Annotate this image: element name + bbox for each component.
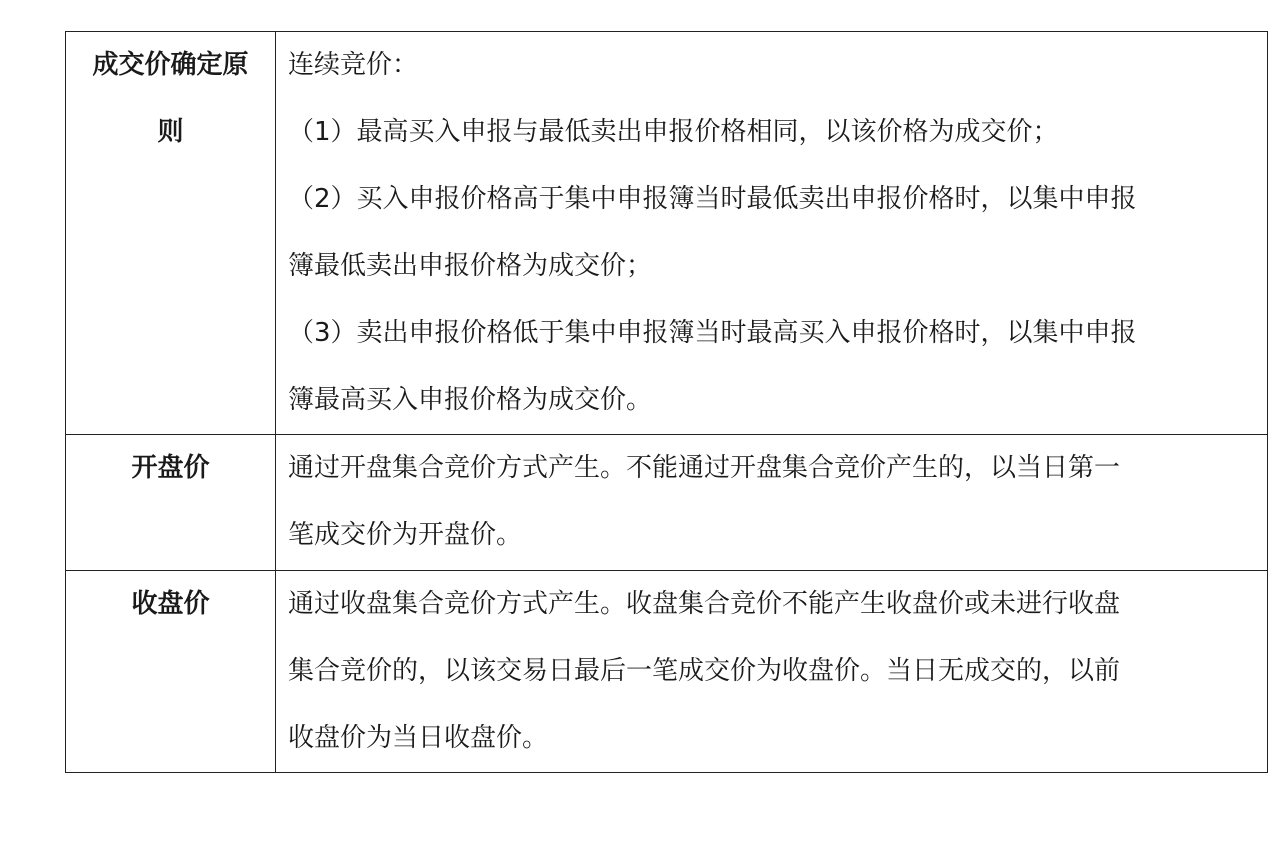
row-label-line: 成交价确定原: [92, 50, 249, 80]
content-line: （2）买入申报价格高于集中申报簿当时最低卖出申报价格时，以集中申报: [288, 184, 1137, 214]
content-line: 连续竞价：: [288, 50, 419, 80]
table-row-opening-price: [66, 435, 1268, 571]
row-content-cell: [276, 435, 1268, 571]
content-line: 通过收盘集合竞价方式产生。收盘集合竞价不能产生收盘价或未进行收盘: [288, 589, 1121, 619]
content-line: （3）卖出申报价格低于集中申报簿当时最高买入申报价格时，以集中申报: [288, 318, 1137, 348]
table-row-closing-price: [66, 571, 1268, 773]
row-label-line: 则: [157, 117, 184, 147]
content-line: （1）最高买入申报与最低卖出申报价格相同，以该价格为成交价；: [288, 117, 1059, 147]
row-content-cell: [276, 32, 1268, 435]
row-label-line: 收盘价: [131, 589, 210, 619]
row-content-cell: [276, 571, 1268, 773]
table-row-price-determination: [66, 32, 1268, 435]
row-label-cell: [66, 571, 276, 773]
content-line: 通过开盘集合竞价方式产生。不能通过开盘集合竞价产生的，以当日第一: [288, 453, 1121, 483]
row-label-line: 开盘价: [131, 453, 210, 483]
content-line: 簿最低卖出申报价格为成交价；: [288, 251, 653, 281]
row-label-cell: [66, 435, 276, 571]
content-line: 簿最高买入申报价格为成交价。: [288, 385, 653, 415]
content-line: 笔成交价为开盘价。: [288, 520, 523, 550]
content-line: 集合竞价的，以该交易日最后一笔成交价为收盘价。当日无成交的，以前: [288, 656, 1121, 686]
trading-rules-table: [65, 31, 1268, 773]
content-line: 收盘价为当日收盘价。: [288, 723, 549, 753]
row-label-cell: [66, 32, 276, 435]
